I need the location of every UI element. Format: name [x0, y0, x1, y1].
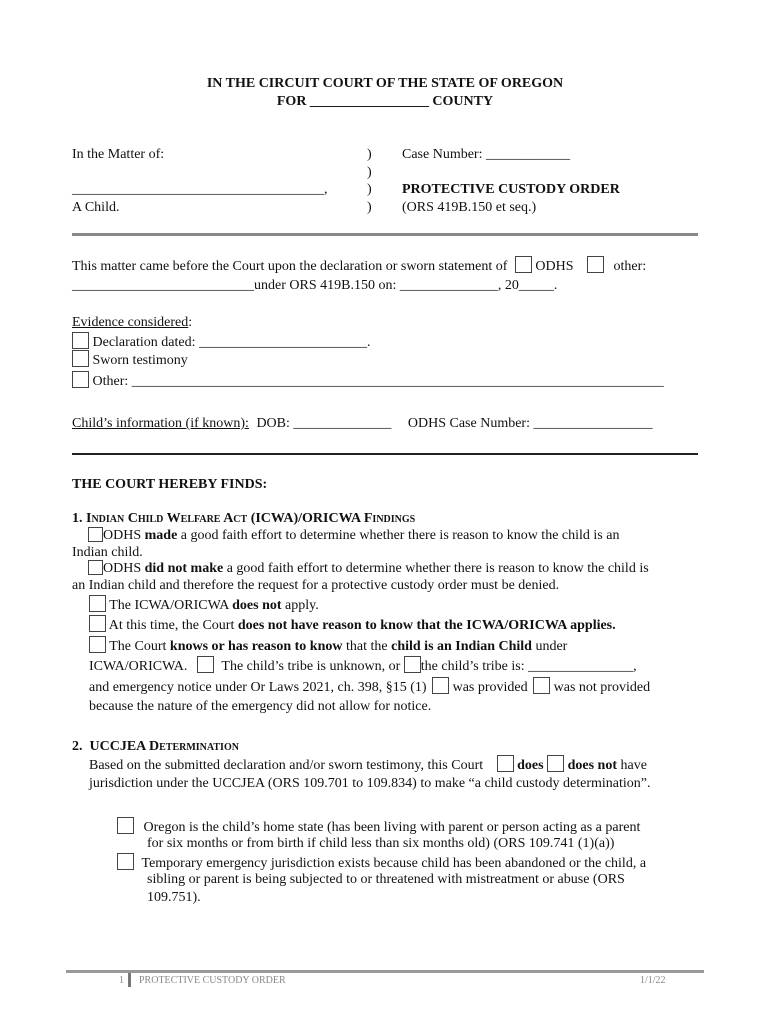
home-state-checkbox[interactable] — [117, 817, 134, 834]
uccjea-line: Based on the submitted declaration and/or sworn testimony, this Court does does not have — [89, 755, 647, 774]
ors-citation: (ORS 419B.150 et seq.) — [402, 200, 537, 215]
odhs-case-number-field: ODHS Case Number: _________________ — [407, 416, 653, 431]
emergency-notice-line: and emergency notice under Or Laws 2021, ch. 398, §15 (1) was provided was not provided — [89, 677, 650, 696]
odhs-not-made-checkbox[interactable] — [88, 560, 103, 575]
child-info-line — [72, 415, 653, 432]
tribe-known-checkbox[interactable] — [404, 656, 421, 673]
evidence-sworn — [72, 350, 188, 369]
evidence-declaration — [72, 332, 371, 351]
sworn-testimony-label: Sworn testimony — [92, 353, 188, 368]
tribe-line: ICWA/ORICWA. The child’s tribe is unknown, or the child’s tribe is: _______________, — [89, 656, 637, 675]
odhs-made-checkbox[interactable] — [88, 527, 103, 542]
case-number-field: Case Number: ____________ — [402, 147, 570, 162]
footer-separator — [128, 973, 131, 987]
court-title: IN THE CIRCUIT COURT OF THE STATE OF OREGON — [206, 76, 564, 91]
findings-heading: THE COURT HEREBY FINDS: — [72, 477, 268, 492]
section-1-heading: 1. Indian Child Welfare Act (ICWA)/ORICWA Findings — [72, 511, 416, 526]
intro-line-1 — [72, 256, 646, 275]
odhs-not-made-cont: an Indian child and therefore the request for a protective custody order must be denied. — [72, 578, 560, 593]
icwa-not-apply: The ICWA/ORICWA does not apply. — [89, 595, 319, 614]
evidence-other-checkbox[interactable] — [72, 371, 89, 388]
evidence-heading: Evidence considered: — [72, 315, 193, 330]
county-line: FOR _________________ COUNTY — [276, 94, 494, 109]
other-label: other: — [613, 259, 647, 274]
caption-paren: ) — [367, 147, 372, 162]
caption-divider — [72, 233, 698, 236]
home-state-option: Oregon is the child’s home state (has been living with parent or person acting as a parent — [117, 817, 640, 836]
caption-paren: ) — [367, 165, 372, 180]
odhs-checkbox[interactable] — [515, 256, 532, 273]
footer-title: PROTECTIVE CUSTODY ORDER — [139, 975, 286, 986]
info-divider — [72, 453, 698, 455]
home-state-cont: for six months or from birth if child less than six months old) (ORS 109.741 (1)(a)) — [147, 836, 615, 851]
no-reason-to-know: At this time, the Court does not have reason to know that the ICWA/ORICWA applies. — [89, 615, 616, 634]
page-number: 1 — [119, 975, 124, 986]
child-name-blank: ____________________________________, — [72, 182, 328, 197]
child-info-label: Child’s information (if known): — [72, 416, 249, 431]
evidence-other — [72, 371, 664, 390]
knows-indian-child: The Court knows or has reason to know that the child is an Indian Child under — [89, 636, 567, 655]
notice-not-provided-checkbox[interactable] — [533, 677, 550, 694]
other-checkbox[interactable] — [587, 256, 604, 273]
footer-date: 1/1/22 — [640, 975, 666, 986]
temporary-emergency-checkbox[interactable] — [117, 853, 134, 870]
sworn-testimony-checkbox[interactable] — [72, 350, 89, 367]
temporary-emergency-cont-2: 109.751). — [147, 890, 201, 905]
in-matter-of-label: In the Matter of: — [72, 147, 165, 162]
dob-field: DOB: ______________ — [256, 416, 392, 431]
notice-provided-checkbox[interactable] — [432, 677, 449, 694]
caption-paren: ) — [367, 182, 372, 197]
declaration-label: Declaration dated: ________________________. — [92, 335, 371, 350]
a-child-label: A Child. — [72, 200, 120, 215]
odhs-label: ODHS — [535, 259, 574, 274]
section-2-heading: 2. UCCJEA Determination — [72, 739, 239, 754]
knows-reason-checkbox[interactable] — [89, 636, 106, 653]
no-reason-checkbox[interactable] — [89, 615, 106, 632]
intro-text: This matter came before the Court upon the declaration or sworn statement of — [72, 259, 508, 274]
caption-paren: ) — [367, 200, 372, 215]
intro-line-2: __________________________under ORS 419B.150 on: ______________, 20_____. — [72, 278, 558, 293]
declaration-checkbox[interactable] — [72, 332, 89, 349]
footer-rule — [66, 970, 704, 973]
temporary-emergency-option: Temporary emergency jurisdiction exists because child has been abandoned or the child, a — [117, 853, 646, 872]
icwa-not-apply-checkbox[interactable] — [89, 595, 106, 612]
order-title: PROTECTIVE CUSTODY ORDER — [402, 182, 620, 197]
odhs-made-effort: ODHS made a good faith effort to determine whether there is reason to know the child is an — [88, 527, 619, 544]
temporary-emergency-cont-1: sibling or parent is being subjected to or threatened with mistreatment or abuse (ORS — [147, 872, 625, 887]
evidence-other-label: Other: ____________________________________________________________________________ — [92, 374, 664, 389]
odhs-not-made-effort: ODHS did not make a good faith effort to determine whether there is reason to know the child is — [88, 560, 649, 577]
odhs-made-cont: Indian child. — [72, 545, 143, 560]
uccjea-does-not-checkbox[interactable] — [547, 755, 564, 772]
tribe-unknown-checkbox[interactable] — [197, 656, 214, 673]
uccjea-does-checkbox[interactable] — [497, 755, 514, 772]
emergency-notice-cont: because the nature of the emergency did not allow for notice. — [89, 699, 432, 714]
uccjea-cont: jurisdiction under the UCCJEA (ORS 109.701 to 109.834) to make “a child custody determination”. — [89, 776, 651, 791]
